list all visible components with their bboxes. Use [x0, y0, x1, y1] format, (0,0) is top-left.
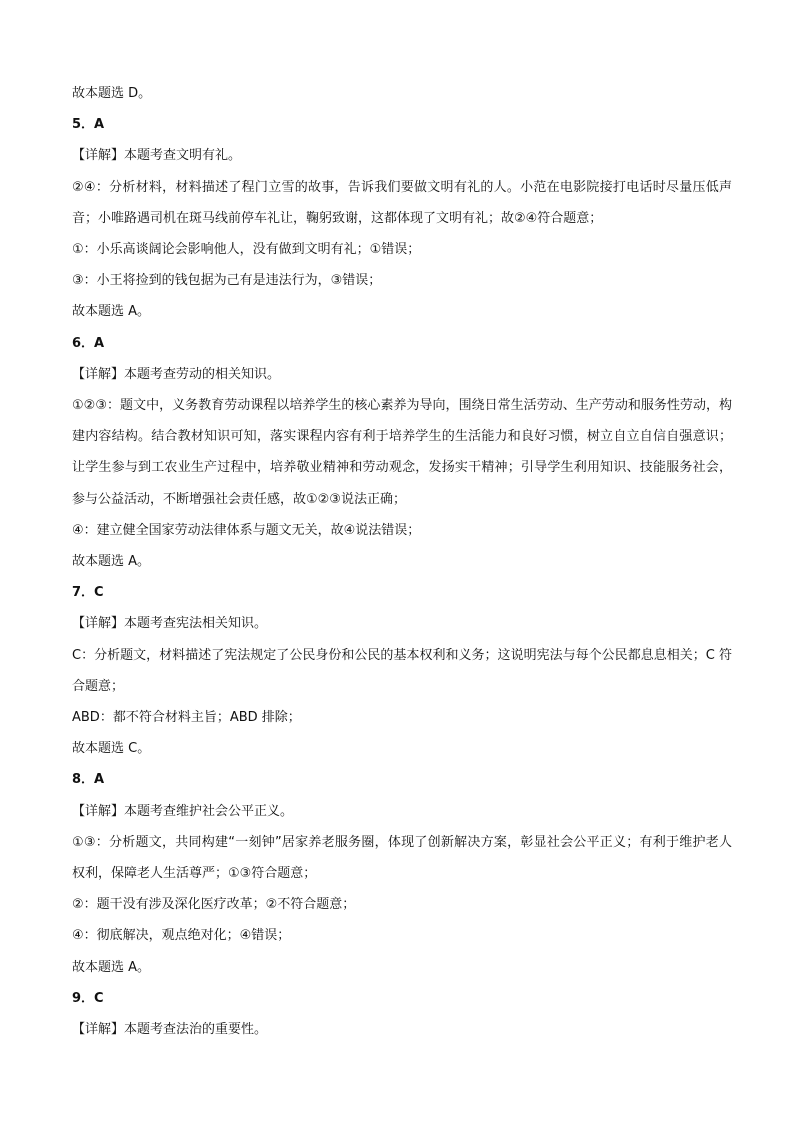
text-line: ③：小王将捡到的钱包据为己有是违法行为，③错误；	[72, 273, 382, 289]
text-line: C：分析题文，材料描述了宪法规定了公民身份和公民的基本权利和义务；这说明宪法与每个公民都息息相关；C 符合题意；	[72, 647, 732, 694]
text-line: ①③：分析题文，共同构建“一刻钟”居家养老服务圈，体现了创新解决方案，彰显社会公平正义；有利于维护老人权利，保障老人生活尊严；①③符合题意；	[72, 834, 732, 882]
text-line: ①：小乐高谈阔论会影响他人，没有做到文明有礼；①错误；	[72, 242, 421, 258]
text-line: 故本题选 A。	[72, 554, 151, 570]
question-number: 6．A	[72, 335, 105, 351]
question-number: 5．A	[72, 117, 105, 133]
text-line: ②：题干没有涉及深化医疗改革；②不符合题意；	[72, 897, 356, 913]
text-line: 故本题选 C。	[72, 741, 151, 757]
question-number: 8．A	[72, 772, 105, 788]
document-page	[72, 78, 732, 1045]
text-line: 【详解】本题考查劳动的相关知识。	[72, 366, 281, 382]
text-line: 【详解】本题考查维护社会公平正义。	[72, 803, 294, 819]
text-line: 【详解】本题考查法治的重要性。	[72, 1022, 268, 1038]
text-line: ABD：都不符合材料主旨；ABD 排除；	[72, 710, 301, 726]
question-number: 7．C	[72, 585, 104, 601]
text-line: 故本题选 A。	[72, 959, 151, 975]
text-line: 【详解】本题考查宪法相关知识。	[72, 616, 268, 632]
text-line: ①②③：题文中，义务教育劳动课程以培养学生的核心素养为导向，围绕日常生活劳动、生产劳动和服务性劳动，构建内容结构。结合教材知识可知，落实课程内容有利于培养学生的生活能力和良好习惯，树立自立自信自强意识；让学生参与到工农业生产过程中，培养敬业精神和劳动观念，发扬实干精神；引导学生利用知识、技能服务社会，参与公益活动，不断增强社会责任感，故①②③说法正确；	[72, 398, 732, 507]
text-line: ④：建立健全国家劳动法律体系与题文无关，故④说法错误；	[72, 522, 421, 538]
text-line: 故本题选 D。	[72, 86, 152, 101]
text-line: ④：彻底解决，观点绝对化；④错误；	[72, 928, 291, 944]
question-number: 9．C	[72, 990, 104, 1006]
text-line: 【详解】本题考查文明有礼。	[72, 148, 242, 164]
text-line: 故本题选 A。	[72, 304, 151, 320]
text-line: ②④：分析材料，材料描述了程门立雪的故事，告诉我们要做文明有礼的人。小范在电影院接打电话时尽量压低声音；小唯路遇司机在斑马线前停车礼让，鞠躬致谢，这都体现了文明有礼；故②④符合题意；	[72, 179, 732, 226]
